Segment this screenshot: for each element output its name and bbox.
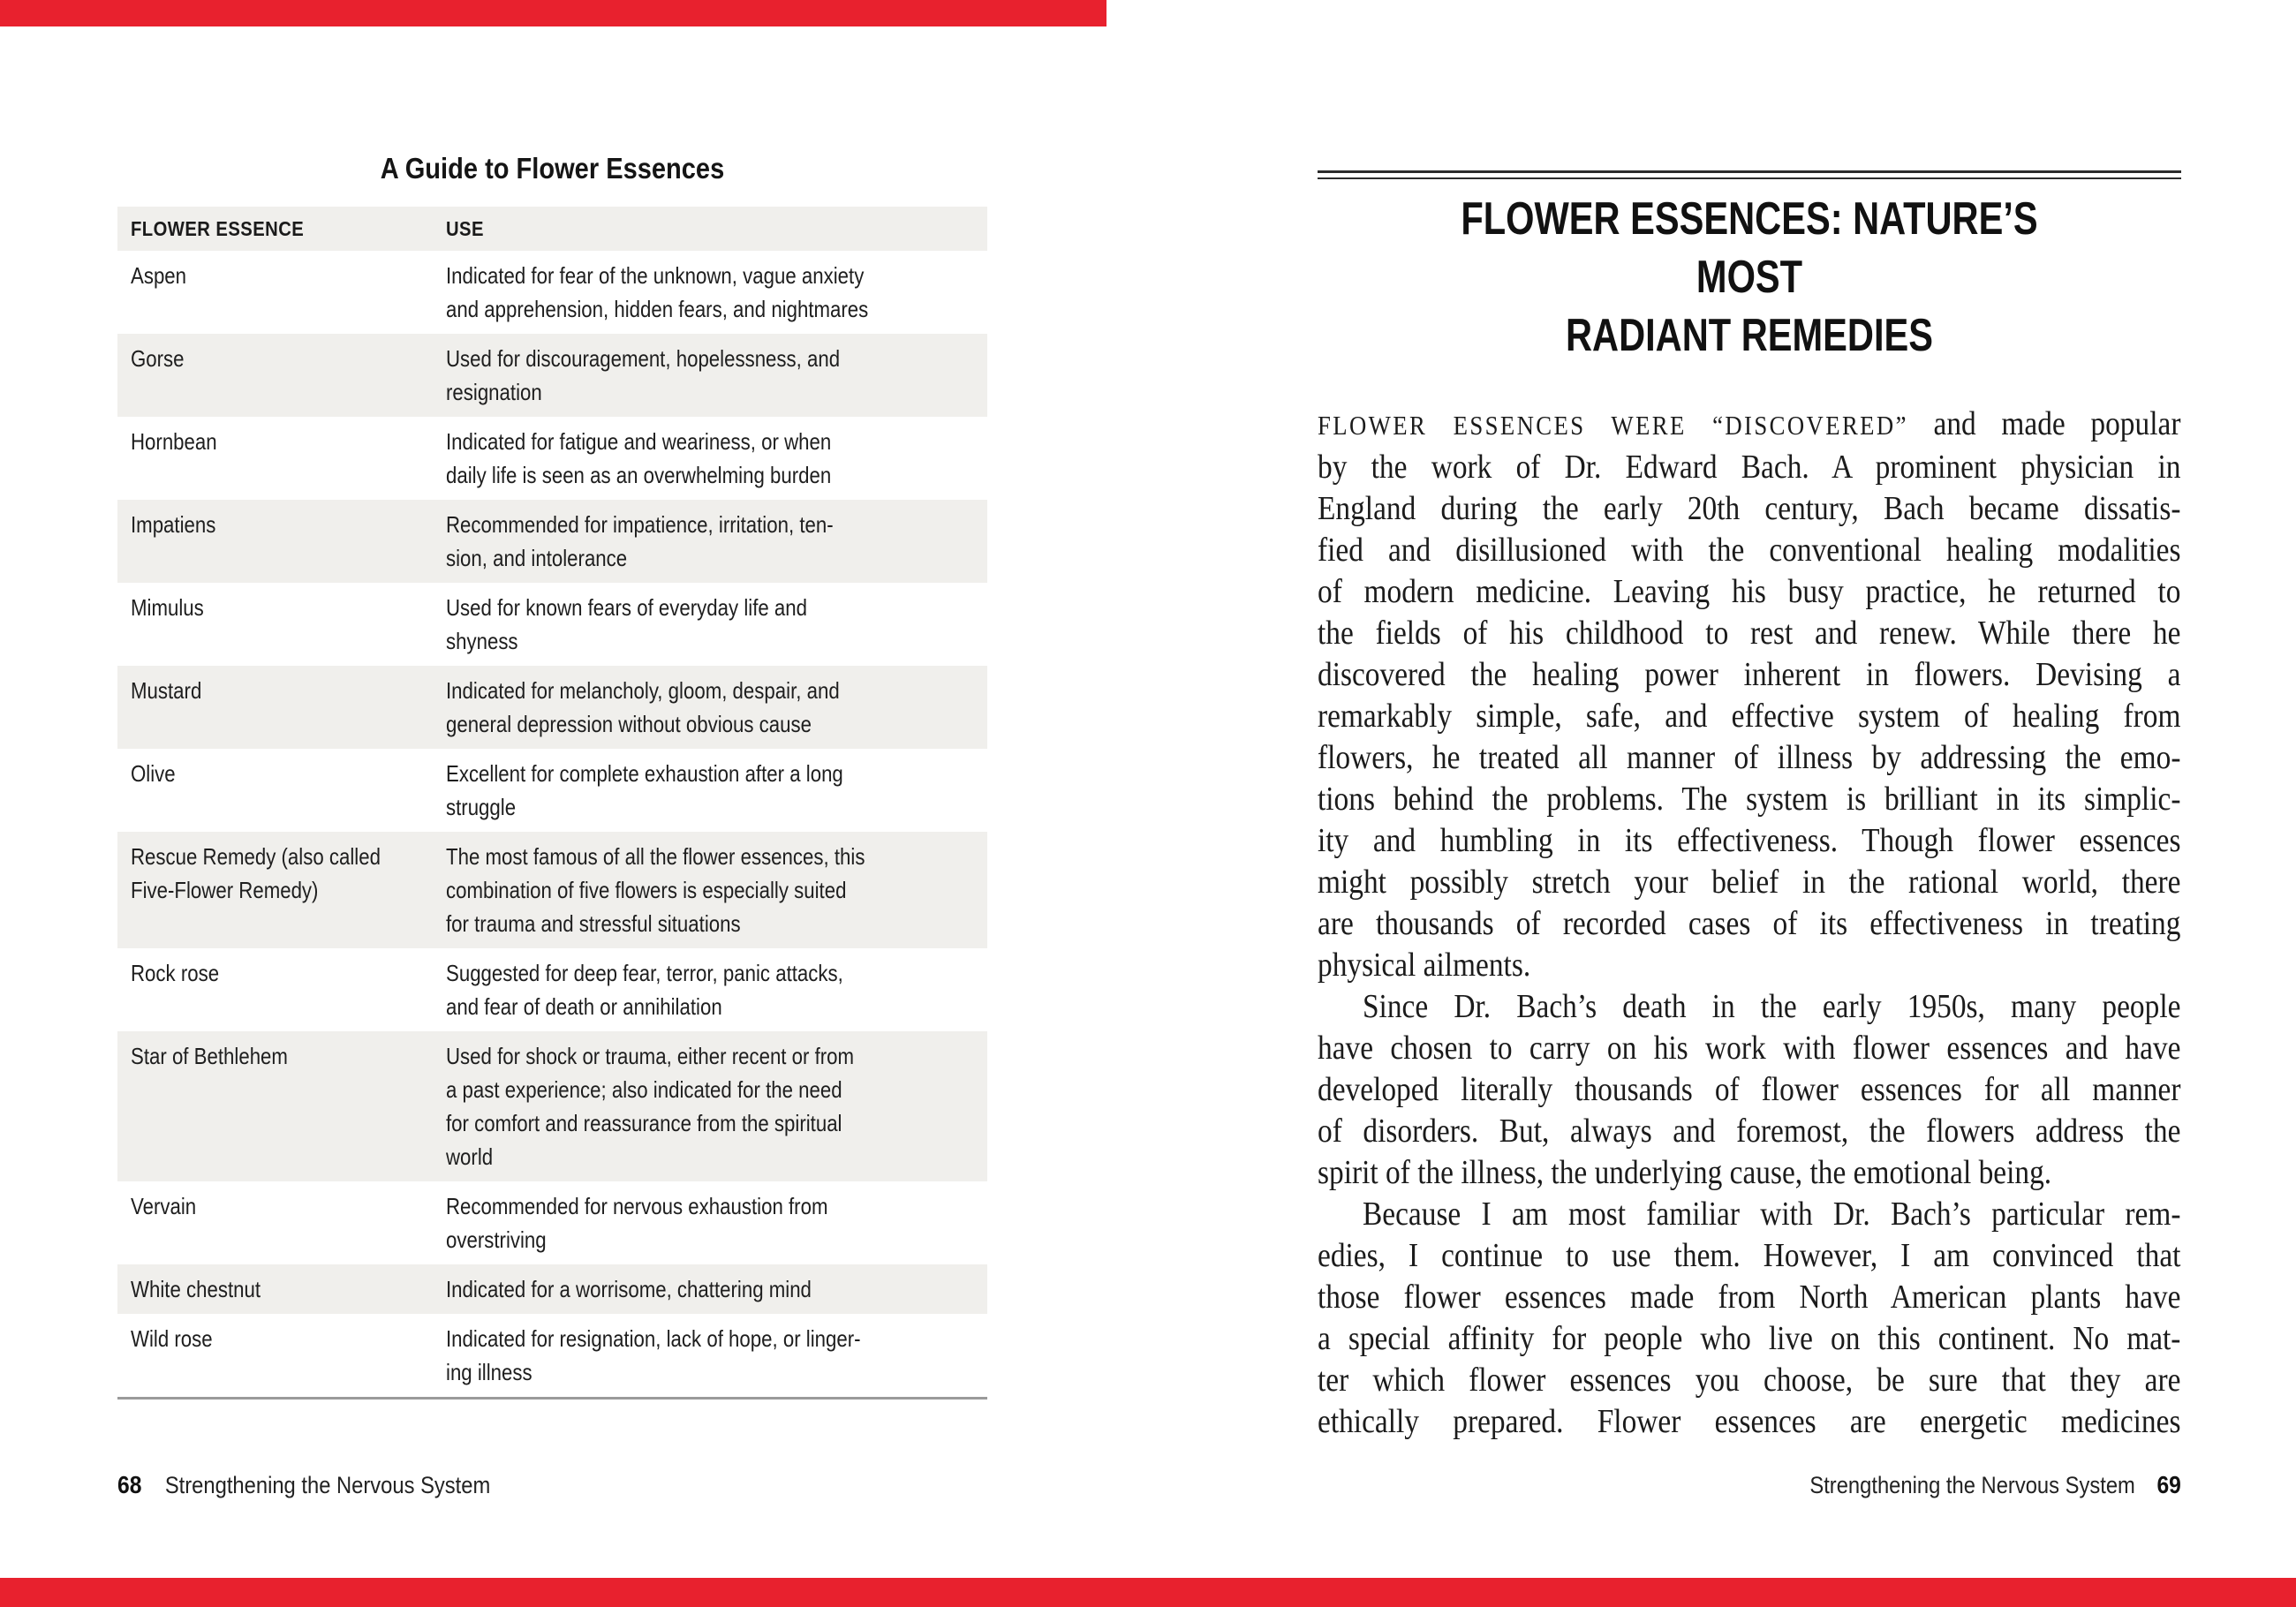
flower-essence-table xyxy=(117,251,987,1397)
table-row xyxy=(117,1314,987,1397)
essence-use-cell: Indicated for a worrisome, chattering mind xyxy=(446,1276,812,1302)
red-edge-top xyxy=(0,0,1106,26)
table-header-use-label: USE xyxy=(446,216,484,240)
essence-use-cell: Indicated for fatigue and weariness, or when daily life is seen as an overwhelming burden xyxy=(446,428,832,488)
essence-use-cell: Indicated for resignation, lack of hope, or linger- ing illness xyxy=(446,1325,861,1385)
essence-name-cell: White chestnut xyxy=(131,1276,261,1302)
essence-name-cell: Mimulus xyxy=(131,594,204,621)
article-line: ethically prepared. Flower essences are energetic medicines xyxy=(1318,1403,2181,1440)
table-header-row xyxy=(117,207,987,251)
table-row xyxy=(117,417,987,500)
right-page-footer xyxy=(1809,1471,2181,1499)
right-page-number: 69 xyxy=(2156,1471,2181,1498)
article-line: tions behind the problems. The system is brilliant in its simplic- xyxy=(1318,781,2181,818)
essence-name-cell: Aspen xyxy=(131,262,187,289)
essence-name-cell: Star of Bethlehem xyxy=(131,1043,288,1069)
article-line: those flower essences made from North American plants have xyxy=(1318,1279,2181,1316)
table-row xyxy=(117,334,987,417)
right-page xyxy=(1318,170,2181,1443)
article-line: ity and humbling in its effectiveness. Though flower essences xyxy=(1318,822,2181,859)
essence-use-cell: Recommended for nervous exhaustion from overstriving xyxy=(446,1193,828,1253)
essence-name-cell: Rescue Remedy (also called Five-Flower Remedy) xyxy=(131,843,381,903)
table-row xyxy=(117,500,987,583)
article-line: the fields of his childhood to rest and renew. While there he xyxy=(1318,615,2181,652)
essence-use-cell: Excellent for complete exhaustion after a long struggle xyxy=(446,760,843,820)
article-line: developed literally thousands of flower essences for all manner xyxy=(1318,1071,2181,1108)
article-line: physical ailments. xyxy=(1318,947,1531,984)
small-caps-opener: FLOWER ESSENCES WERE “DISCOVERED” xyxy=(1318,411,1908,441)
table-row xyxy=(117,1031,987,1181)
article-line: of disorders. But, always and foremost, the flowers address the xyxy=(1318,1113,2181,1150)
article-line: Since Dr. Bach’s death in the early 1950s, many people xyxy=(1362,988,2181,1025)
left-page xyxy=(117,150,987,1400)
left-page-footer xyxy=(117,1471,490,1499)
essence-name-cell: Olive xyxy=(131,760,176,787)
article-line: have chosen to carry on his work with flower essences and have xyxy=(1318,1030,2181,1067)
article-line: might possibly stretch your belief in the rational world, there xyxy=(1318,864,2181,901)
table-title: A Guide to Flower Essences xyxy=(380,152,725,185)
essence-name-cell: Gorse xyxy=(131,345,185,372)
chapter-double-rule xyxy=(1318,170,2181,179)
article-line: Because I am most familiar with Dr. Bach’s particular rem- xyxy=(1362,1196,2181,1233)
chapter-title-line-2: RADIANT REMEDIES xyxy=(1565,310,1934,361)
table-row xyxy=(117,832,987,948)
article-body xyxy=(1318,404,2180,1443)
article-line: by the work of Dr. Edward Bach. A prominent physician in xyxy=(1318,449,2181,486)
table-header-flower-essence-label: FLOWER ESSENCE xyxy=(131,216,305,240)
essence-name-cell: Mustard xyxy=(131,677,202,704)
essence-use-cell: Used for shock or trauma, either recent or from a past experience; also indicated for the need for comfort and reassurance from the spiritual world xyxy=(446,1043,855,1170)
essence-name-cell: Impatiens xyxy=(131,511,216,538)
article-line: of modern medicine. Leaving his busy practice, he returned to xyxy=(1318,573,2181,610)
essence-name-cell: Hornbean xyxy=(131,428,217,455)
article-line: edies, I continue to use them. However, I am convinced that xyxy=(1318,1237,2181,1274)
essence-use-cell: Used for known fears of everyday life and shyness xyxy=(446,594,807,654)
left-page-number: 68 xyxy=(117,1471,142,1498)
article-line: a special affinity for people who live on this continent. No mat- xyxy=(1318,1320,2181,1357)
table-row xyxy=(117,583,987,666)
essence-use-cell: Indicated for melancholy, gloom, despair, and general depression without obvious cause xyxy=(446,677,840,737)
article-line: are thousands of recorded cases of its effectiveness in treating xyxy=(1318,905,2181,942)
table-row xyxy=(117,749,987,832)
article-line: England during the early 20th century, Bach became dissatis- xyxy=(1318,490,2181,527)
table-header-flower-essence xyxy=(117,217,446,241)
essence-use-cell: Suggested for deep fear, terror, panic attacks, and fear of death or annihilation xyxy=(446,960,843,1020)
table-row xyxy=(117,948,987,1031)
red-edge-bottom xyxy=(0,1578,2296,1607)
article-line: flowers, he treated all manner of illness by addressing the emo- xyxy=(1318,739,2181,776)
table-row xyxy=(117,666,987,749)
table-bottom-rule xyxy=(117,1397,987,1400)
essence-name-cell: Vervain xyxy=(131,1193,197,1219)
article-line: spirit of the illness, the underlying cause, the emotional being. xyxy=(1318,1154,2052,1191)
essence-use-cell: Indicated for fear of the unknown, vague anxiety and apprehension, hidden fears, and nightmares xyxy=(446,262,869,322)
article-line: discovered the healing power inherent in flowers. Devising a xyxy=(1318,656,2181,693)
essence-use-cell: The most famous of all the flower essences, this combination of five flowers is especially suited for trauma and stressful situations xyxy=(446,843,865,937)
essence-name-cell: Wild rose xyxy=(131,1325,213,1352)
essence-use-cell: Used for discouragement, hopelessness, and resignation xyxy=(446,345,841,405)
essence-name-cell: Rock rose xyxy=(131,960,220,986)
essence-use-cell: Recommended for impatience, irritation, ten- sion, and intolerance xyxy=(446,511,834,571)
article-line: FLOWER ESSENCES WERE “DISCOVERED” and made popular xyxy=(1318,405,2181,442)
table-header-use xyxy=(446,217,489,241)
chapter-title-line-1: FLOWER ESSENCES: NATURE’S MOST xyxy=(1461,193,2038,303)
table-row xyxy=(117,1181,987,1264)
table-row xyxy=(117,251,987,334)
chapter-title xyxy=(1404,190,2095,365)
article-line: fied and disillusioned with the conventional healing modalities xyxy=(1318,532,2181,569)
table-row xyxy=(117,1264,987,1314)
article-line: ter which flower essences you choose, be sure that they are xyxy=(1318,1362,2181,1399)
left-running-head: Strengthening the Nervous System xyxy=(164,1472,491,1498)
right-running-head: Strengthening the Nervous System xyxy=(1809,1472,2135,1498)
article-line: remarkably simple, safe, and effective system of healing from xyxy=(1318,698,2181,735)
